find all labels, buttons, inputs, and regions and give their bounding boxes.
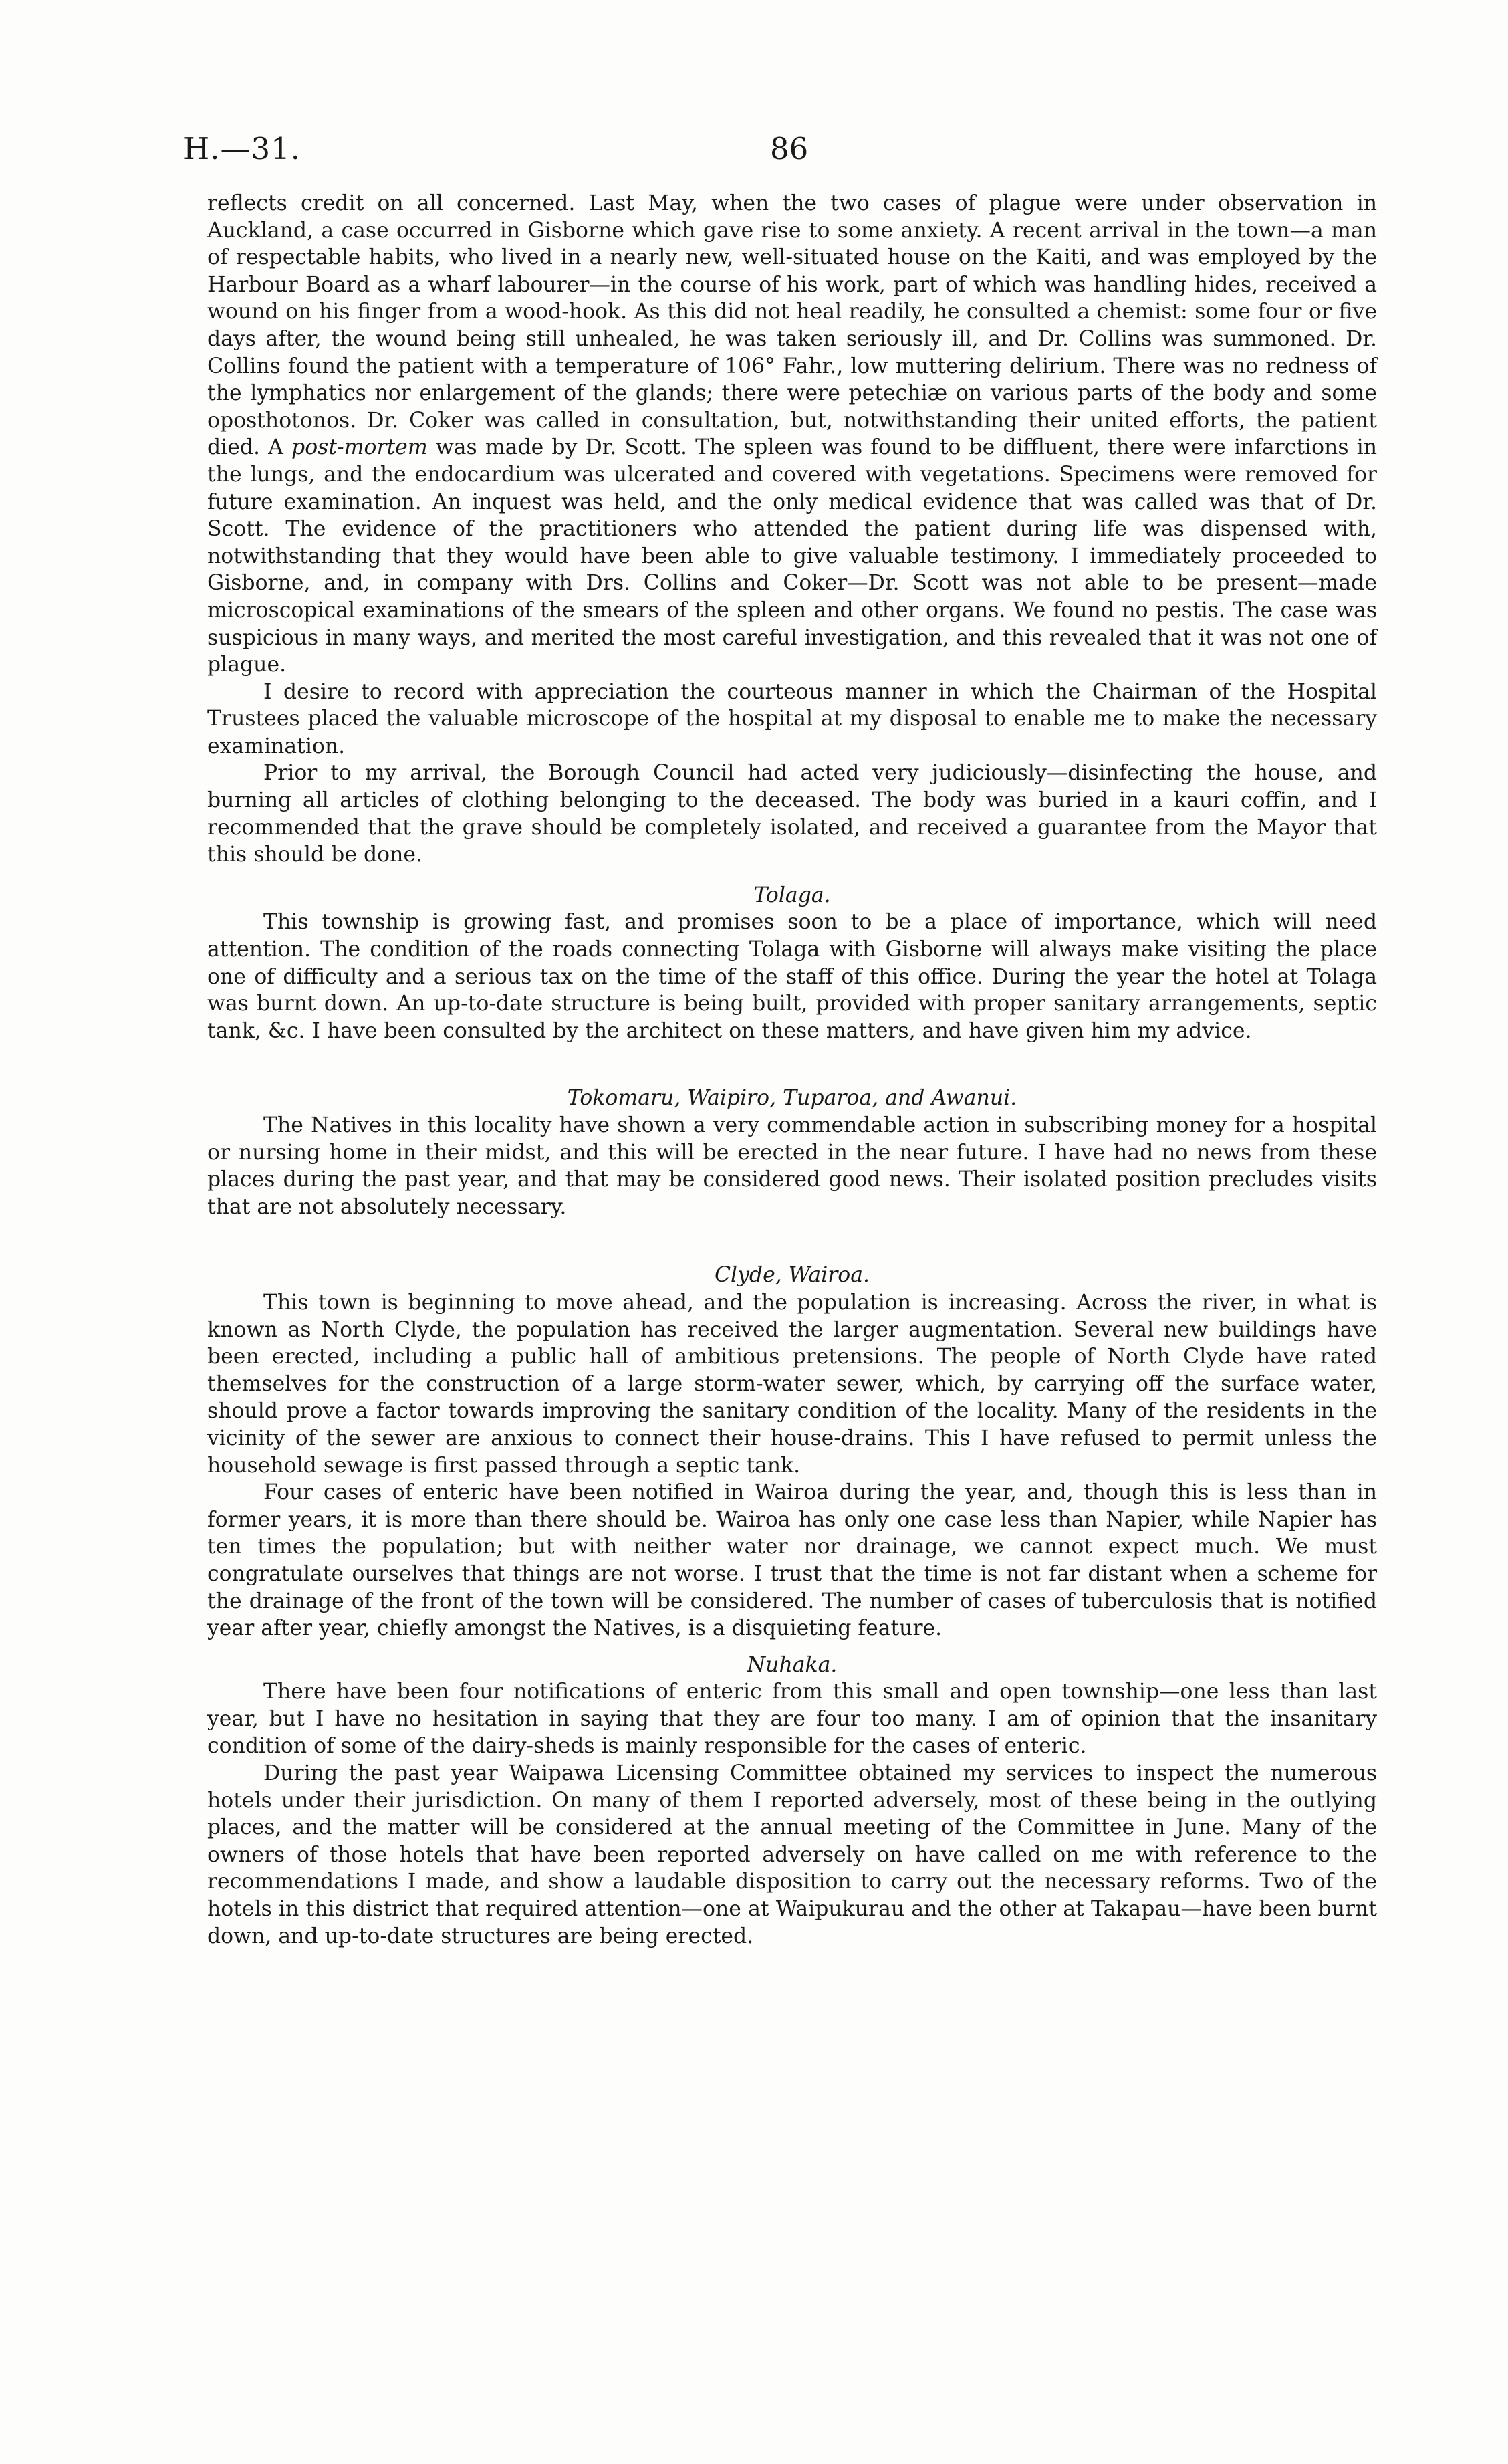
paragraph-tokomaru: The Natives in this locality have shown a very commendable action in subscribing money for a hospital or nursing home in their midst, and this will be erected in the near future. I have had no news from these places during the past year, and that may be considered good news. Their isolated position precludes visits that are not absolutely necessary. bbox=[207, 1113, 1377, 1219]
heading-tolaga: Tolaga. bbox=[753, 883, 831, 907]
paragraph-plague-case-text-2: was made by Dr. Scott. The spleen was found to be diffluent, there were infarctions in the lungs, and the endocardium was ulcerated and covered with vegetations. Specimens were removed for future examination. An inquest was held, and the only medical evidence that was called was that of Dr. Scott. The evidence of the practitioners who attended the patient during life was dispensed with, notwithstanding that they would have been able to give valuable testimony. I immediately proceeded to Gisborne, and, in company with Drs. Collins and Coker—Dr. Scott was not able to be present—made microscopical examinations of the smears of the spleen and other organs. We found no pestis. The case was suspicious in many ways, and merited the most careful investigation, and this revealed that it was not one of plague. bbox=[207, 435, 1377, 677]
paragraph-nuhaka-2: During the past year Waipawa Licensing Committee obtained my services to inspect the numerous hotels under their jurisdiction. On many of them I reported adversely, most of these being in the outlying places, and the matter will be considered at the annual meeting of the Committee in June. Many of the owners of those hotels that have been reported adversely on have called on me with reference to the recommendations I made, and show a laudable disposition to carry out the necessary reforms. Two of the hotels in this district that required attention—one at Waipukurau and the other at Takapau—have been burnt down, and up-to-date structures are being erected. bbox=[207, 1761, 1377, 1948]
heading-clyde-wairoa: Clyde, Wairoa. bbox=[714, 1263, 870, 1288]
paragraph-tolaga: This township is growing fast, and promises soon to be a place of importance, which will need attention. The condition of the roads connecting Tolaga with Gisborne will always make visiting the place one of difficulty and a serious tax on the time of the staff of this office. During the year the hotel at Tolaga was burnt down. An up-to-date structure is being built, provided with proper sanitary arrangements, septic tank, &c. I have been consulted by the architect on these matters, and have given him my advice. bbox=[207, 910, 1377, 1043]
paragraph-borough-council: Prior to my arrival, the Borough Council had acted very judiciously—disinfecting the house, and burning all articles of clothing belonging to the deceased. The body was buried in a kauri coffin, and I recommended that the grave should be completely isolated, and received a guarantee from the Mayor that this should be done. bbox=[207, 761, 1377, 867]
document-reference: H.—31. bbox=[183, 131, 301, 166]
paragraph-microscope: I desire to record with appreciation the courteous manner in which the Chairman of the Hospital Trustees placed the valuable microscope of the hospital at my disposal to enable me to make the necessary examination. bbox=[207, 679, 1377, 758]
document-body bbox=[207, 190, 1377, 1950]
paragraph-plague-case bbox=[207, 190, 1377, 679]
post-mortem-term: post-mortem bbox=[291, 435, 428, 460]
paragraph-nuhaka-1: There have been four notifications of enteric from this small and open township—one less than last year, but I have no hesitation in saying that they are four too many. I am of opinion that the insanitary condition of some of the dairy-sheds is mainly responsible for the cases of enteric. bbox=[207, 1680, 1377, 1759]
paragraph-clyde-1: This town is beginning to move ahead, and the population is increasing. Across the river, in what is known as North Clyde, the population has received the larger augmentation. Several new buildings have been erected, including a public hall of ambitious pretensions. The people of North Clyde have rated themselves for the construction of a large storm-water sewer, which, by carrying off the surface water, should prove a factor towards improving the sanitary condition of the locality. Many of the residents in the vicinity of the sewer are anxious to connect their house-drains. This I have refused to permit unless the household sewage is first passed through a septic tank. bbox=[207, 1290, 1377, 1478]
heading-nuhaka: Nuhaka. bbox=[747, 1652, 838, 1677]
paragraph-plague-case-text-1: reflects credit on all concerned. Last May, when the two cases of plague were under observation in Auckland, a case occurred in Gisborne which gave rise to some anxiety. A recent arrival in the town—a man of respectable habits, who lived in a nearly new, well-situated house on the Kaiti, and was employed by the Harbour Board as a wharf labourer—in the course of his work, part of which was handling hides, received a wound on his finger from a wood-hook. As this did not heal readily, he consulted a chemist: some four or five days after, the wound being still unhealed, he was taken seriously ill, and Dr. Collins was summoned. Dr. Collins found the patient with a temperature of 106° Fahr., low muttering delirium. There was no redness of the lymphatics nor enlargement of the glands; there were petechiæ on various parts of the body and some oposthotonos. Dr. Coker was called in consultation, but, notwithstanding their united efforts, the patient died. A bbox=[207, 191, 1377, 460]
page-number: 86 bbox=[770, 131, 809, 166]
paragraph-clyde-2: Four cases of enteric have been notified in Wairoa during the year, and, though this is less than in former years, it is more than there should be. Wairoa has only one case less than Napier, while Napier has ten times the population; but with neither water nor drainage, we cannot expect much. We must congratulate ourselves that things are not worse. I trust that the time is not far distant when a scheme for the drainage of the front of the town will be considered. The number of cases of tuberculosis that is notified year after year, chiefly amongst the Natives, is a disquieting feature. bbox=[207, 1480, 1377, 1641]
heading-tokomaru: Tokomaru, Waipiro, Tuparoa, and Awanui. bbox=[567, 1086, 1017, 1111]
